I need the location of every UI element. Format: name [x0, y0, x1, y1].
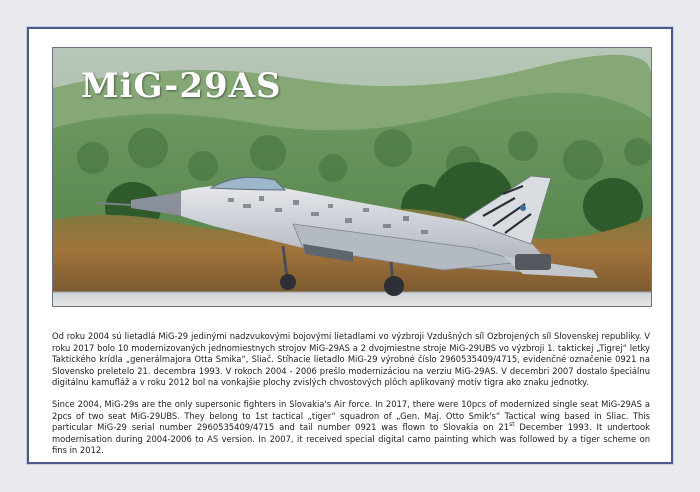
paragraph-english-part1: Since 2004, MiG-29s are the only supersonic fighters in Slovakia's Air force. In 2017, there were 10pcs of modernized single seat MiG-29AS a 2pcs of two seat MiG-29UBS. They belong to 1st tactical „tiger“ squadron of „Gen. Maj. Otto Smik's“ Tactical wing based in Sliac. This particular MiG-29 serial number 2960535409/4715 and tail number 0921 was flown to Slovakia on 21	[52, 398, 650, 433]
description-text	[52, 331, 650, 457]
paragraph-slovak: Od roku 2004 sú lietadlá MiG-29 jedinými nadzvukovými bojovými lietadlami vo výzbroji Vzdušných síl Ozbrojených síl Slovenskej republiky. V roku 2017 bolo 10 modernizovaných jednomiestnych strojov MiG-29AS a 2 dvojmiestne stroje MiG-29UBS vo výzbroji 1. taktickej „Tigrej“ letky Taktického krídla „generálmajora Otta Smika“, Sliač. Stíhacie lietadlo MiG-29 výrobné číslo 2960535409/4715, evidenčné označenie 0921 na Slovensko preletelo 21. decembra 1993. V rokoch 2004 - 2006 prešlo modernizáciou na verziu MiG-29AS. V decembri 2007 dostalo špeciálnu digitálnu kamufláž a v roku 2012 bol na vonkajšie plochy zvislých chvostových plôch aplikovaný motív tigra ako znaku jednotky.	[52, 331, 650, 388]
poster-card	[27, 27, 673, 464]
ordinal-suffix: st	[509, 421, 515, 429]
poster-title: MiG-29AS	[81, 66, 282, 106]
paragraph-english-part2: December 1993. It undertook modernisation during 2004-2006 to AS version. In 2007, it received special digital camo painting which was followed by a tiger scheme on fins in 2012.	[52, 422, 650, 456]
aircraft-photo	[52, 47, 652, 307]
paragraph-english	[52, 399, 650, 457]
